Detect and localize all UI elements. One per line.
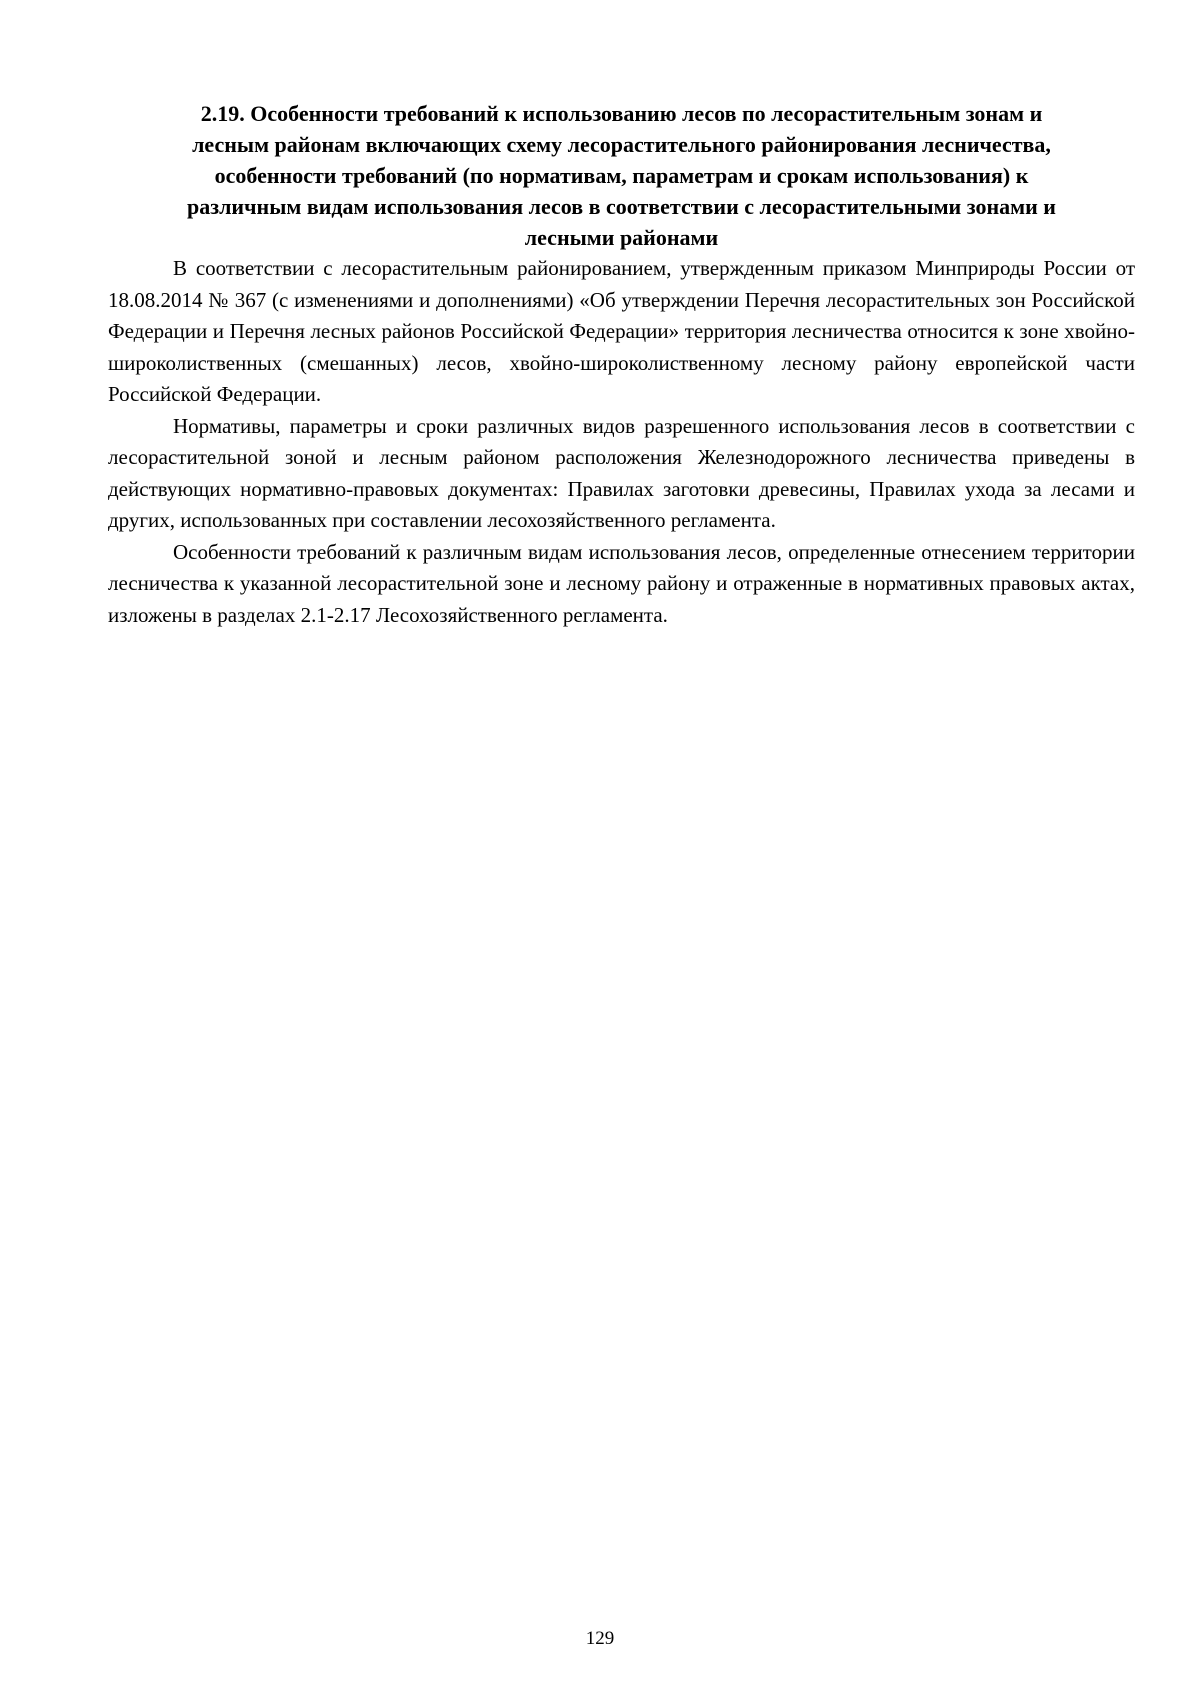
- document-page: [108, 98, 1135, 631]
- section-heading-line: особенности требований (по нормативам, параметрам и срокам использования) к: [214, 163, 1029, 188]
- section-heading-line: различным видам использования лесов в соответствии с лесорастительными зонами и: [187, 194, 1056, 219]
- page-number: 129: [585, 1628, 615, 1649]
- paragraph-norms: Нормативы, параметры и сроки различных видов разрешенного использования лесов в соответствии с лесорастительной зоной и лесным районом расположения Железнодорожного лесничества приведены в действующих нормативно-правовых документах: Правилах заготовки древесины, Правилах ухода за лесами и других, использованных при составлении лесохозяйственного регламента.: [108, 413, 1135, 532]
- section-heading-line: лесными районами: [524, 225, 719, 250]
- paragraph-zoning: В соответствии с лесорастительным районированием, утвержденным приказом Минприроды России от 18.08.2014 № 367 (с изменениями и дополнениями) «Об утверждении Перечня лесорастительных зон Российской Федерации и Перечня лесных районов Российской Федерации» территория лесничества относится к зоне хвойно-широколиственных (смешанных) лесов, хвойно-широколиственному лесному району европейской части Российской Федерации.: [108, 256, 1135, 406]
- section-heading-line: лесным районам включающих схему лесорастительного районирования лесничества,: [192, 132, 1051, 157]
- section-heading: [108, 98, 1135, 253]
- paragraph-requirements: Особенности требований к различным видам использования лесов, определенные отнесением территории лесничества к указанной лесорастительной зоне и лесному району и отраженные в нормативных правовых актах, изложены в разделах 2.1-2.17 Лесохозяйственного регламента.: [108, 539, 1135, 627]
- section-heading-line: 2.19. Особенности требований к использованию лесов по лесорастительным зонам и: [200, 101, 1043, 126]
